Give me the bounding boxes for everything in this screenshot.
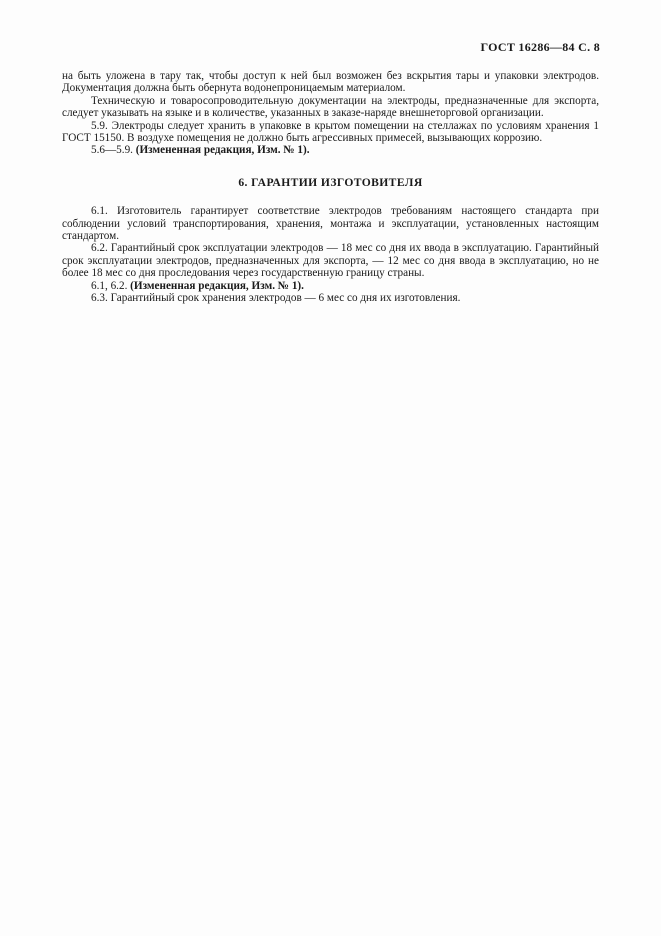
paragraph-5-9: 5.9. Электроды следует хранить в упаковке в крытом помещении на стеллажах по условиям хранения 1 ГОСТ 15150. В воздухе помещения не должно быть агрессивных примесей, вызывающих коррозию. (62, 119, 599, 145)
paragraph-continuation: на быть уложена в тару так, чтобы доступ к ней был возможен без вскрытия тары и упаковки электродов. Документация должна быть обернута водонепроницаемым материалом. (62, 70, 599, 95)
amendment-note-5 (62, 144, 599, 156)
paragraph-export-docs: Техническую и товаросопроводительную документации на электроды, предназначенные для экспорта, следует указывать на языке и в количестве, указанных в заказе-наряде внешнеторговой организации. (62, 94, 599, 120)
paragraph-6-3: 6.3. Гарантийный срок хранения электродов — 6 мес со дня их изготовления. (91, 292, 461, 305)
page-header: ГОСТ 16286—84 С. 8 (480, 40, 600, 54)
section-title: 6. ГАРАНТИИ ИЗГОТОВИТЕЛЯ (238, 175, 423, 189)
amendment-ref: 5.6—5.9. (91, 144, 133, 157)
paragraph-6-2: 6.2. Гарантийный срок эксплуатации электродов — 18 мес со дня их ввода в эксплуатацию. Гарантийный срок эксплуатации электродов, предназначенных для экспорта, — 12 мес со дня ввода в эксплуатацию, но не более 18 мес со дня проследования через государственную границу страны. (62, 242, 599, 280)
amendment-ref: 6.1, 6.2. (91, 279, 128, 292)
amendment-text: (Измененная редакция, Изм. № 1). (135, 144, 310, 157)
amendment-note-6 (62, 280, 599, 292)
amendment-text: (Измененная редакция, Изм. № 1). (130, 279, 304, 292)
paragraph-6-1: 6.1. Изготовитель гарантирует соответствие электродов требованиям настоящего стандарта при соблюдении условий транспортирования, хранения, монтажа и эксплуатации, установленных настоящим стандартом. (62, 205, 599, 243)
page-content (62, 70, 599, 305)
